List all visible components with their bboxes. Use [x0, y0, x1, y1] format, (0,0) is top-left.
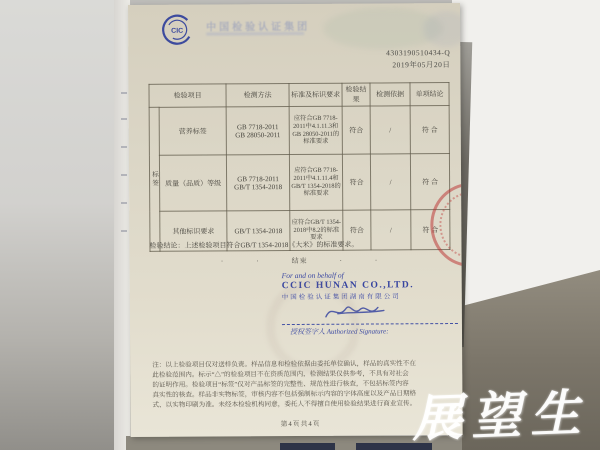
note-line: 的证明作用。检验项目“标签”仅对产品标签的完整性、规范性进行核查，不包括标签内容	[152, 380, 409, 389]
stamp-ghost-blob	[423, 11, 463, 47]
company-name-en: CCIC HUNAN CO.,LTD.	[281, 280, 415, 292]
cell-result: 符合	[343, 210, 371, 250]
table-row	[149, 106, 449, 156]
footnote-block	[152, 359, 448, 410]
cell-basis: /	[370, 154, 410, 210]
note-line: 真实性的核查。样品非实物标签，审核内容不包括强制标示内容的字体高度以及产品日期格	[152, 389, 417, 399]
background-left-surface	[0, 0, 130, 450]
table-row	[149, 154, 449, 212]
col-header-item: 检验项目	[149, 84, 226, 107]
note-line: 此检验范围内。标示“△”的检验项目不在资质范围内，检测结果仅供参考，不具有对社会	[152, 370, 409, 379]
dark-object-bottom-1	[280, 443, 335, 450]
edge-mark	[121, 230, 127, 232]
inspection-conclusion: 检验结论：上述检验项目符合GB/T 1354-2018《大米》的标准要求。	[149, 240, 359, 250]
logo-letters: CIC	[171, 27, 184, 35]
cell-standard: 应符合GB/T 1354-2018中8.2的标准要求	[290, 210, 343, 250]
report-number: 4303190510434-Q	[386, 48, 451, 58]
note-line: 式、以实物印刷为准。未经本检验机构同意，委托人不得擅自使用检验结果进行商业宣传。	[152, 399, 417, 409]
company-name-cn: 中国检验认证集团湖南有限公司	[281, 293, 401, 302]
col-header-standard: 标准及标识要求	[289, 83, 342, 106]
cell-item: 质量（品质）等级	[159, 155, 226, 211]
cell-conclusion: 符 合	[410, 106, 449, 154]
col-header-method: 检测方法	[226, 84, 289, 107]
cell-item: 营养标签	[159, 107, 226, 155]
page-number: 第4页共4页	[280, 420, 321, 429]
cell-conclusion: 符 合	[410, 154, 449, 210]
cell-result: 符合	[342, 154, 370, 210]
end-of-report-marker: · · 结束 · ·	[220, 256, 379, 266]
cell-standard: 应符合GB 7718-2011中4.1.11.3和GB 28050-2011的标准要求	[289, 106, 342, 154]
table-header-row	[149, 83, 449, 108]
col-header-basis: 检测依据	[370, 83, 410, 106]
edge-mark	[121, 174, 127, 176]
red-seal-inner-ring	[439, 192, 462, 258]
edge-mark	[121, 118, 127, 120]
authorized-signature-label: 授权签字人 Authorized Signature:	[289, 327, 389, 337]
col-header-result: 检验结果	[342, 83, 370, 106]
cell-conclusion: 符 合	[411, 210, 450, 250]
group-label-cell: 标签	[149, 107, 160, 251]
edge-mark	[121, 202, 127, 204]
cell-method: GB 7718-2011 GB 28050-2011	[226, 107, 289, 155]
cell-item: 其他标识要求	[160, 211, 227, 251]
ccic-logo-icon	[160, 13, 194, 47]
report-paper-page	[128, 3, 463, 437]
org-name-faint: 中国检验认证集团	[206, 21, 311, 34]
org-subtitle-faint-bar	[206, 32, 304, 36]
inspection-table	[148, 82, 450, 252]
note-line: 注：以上检验项目仅对送样负责。样品信息和检验依据由委托单位确认，样品的真实性不在	[152, 360, 416, 369]
edge-mark	[121, 92, 127, 94]
report-number-block	[386, 47, 450, 71]
cell-method: GB/T 1354-2018	[227, 211, 290, 251]
cell-method: GB 7718-2011 GB/T 1354-2018	[226, 155, 289, 211]
cell-standard: 应符合GB 7718-2011中4.1.11.4和GB/T 1354-2018的标准要求	[289, 154, 342, 210]
edge-mark	[121, 146, 127, 148]
report-date: 2019年05月20日	[392, 59, 451, 70]
cell-result: 符合	[342, 106, 370, 154]
on-behalf-text: For and on behalf of	[281, 270, 344, 281]
col-header-conclusion: 单项结论	[410, 83, 449, 106]
cell-basis: /	[370, 106, 410, 154]
cell-basis: /	[371, 210, 411, 250]
photo-watermark: 展望生	[411, 382, 591, 449]
